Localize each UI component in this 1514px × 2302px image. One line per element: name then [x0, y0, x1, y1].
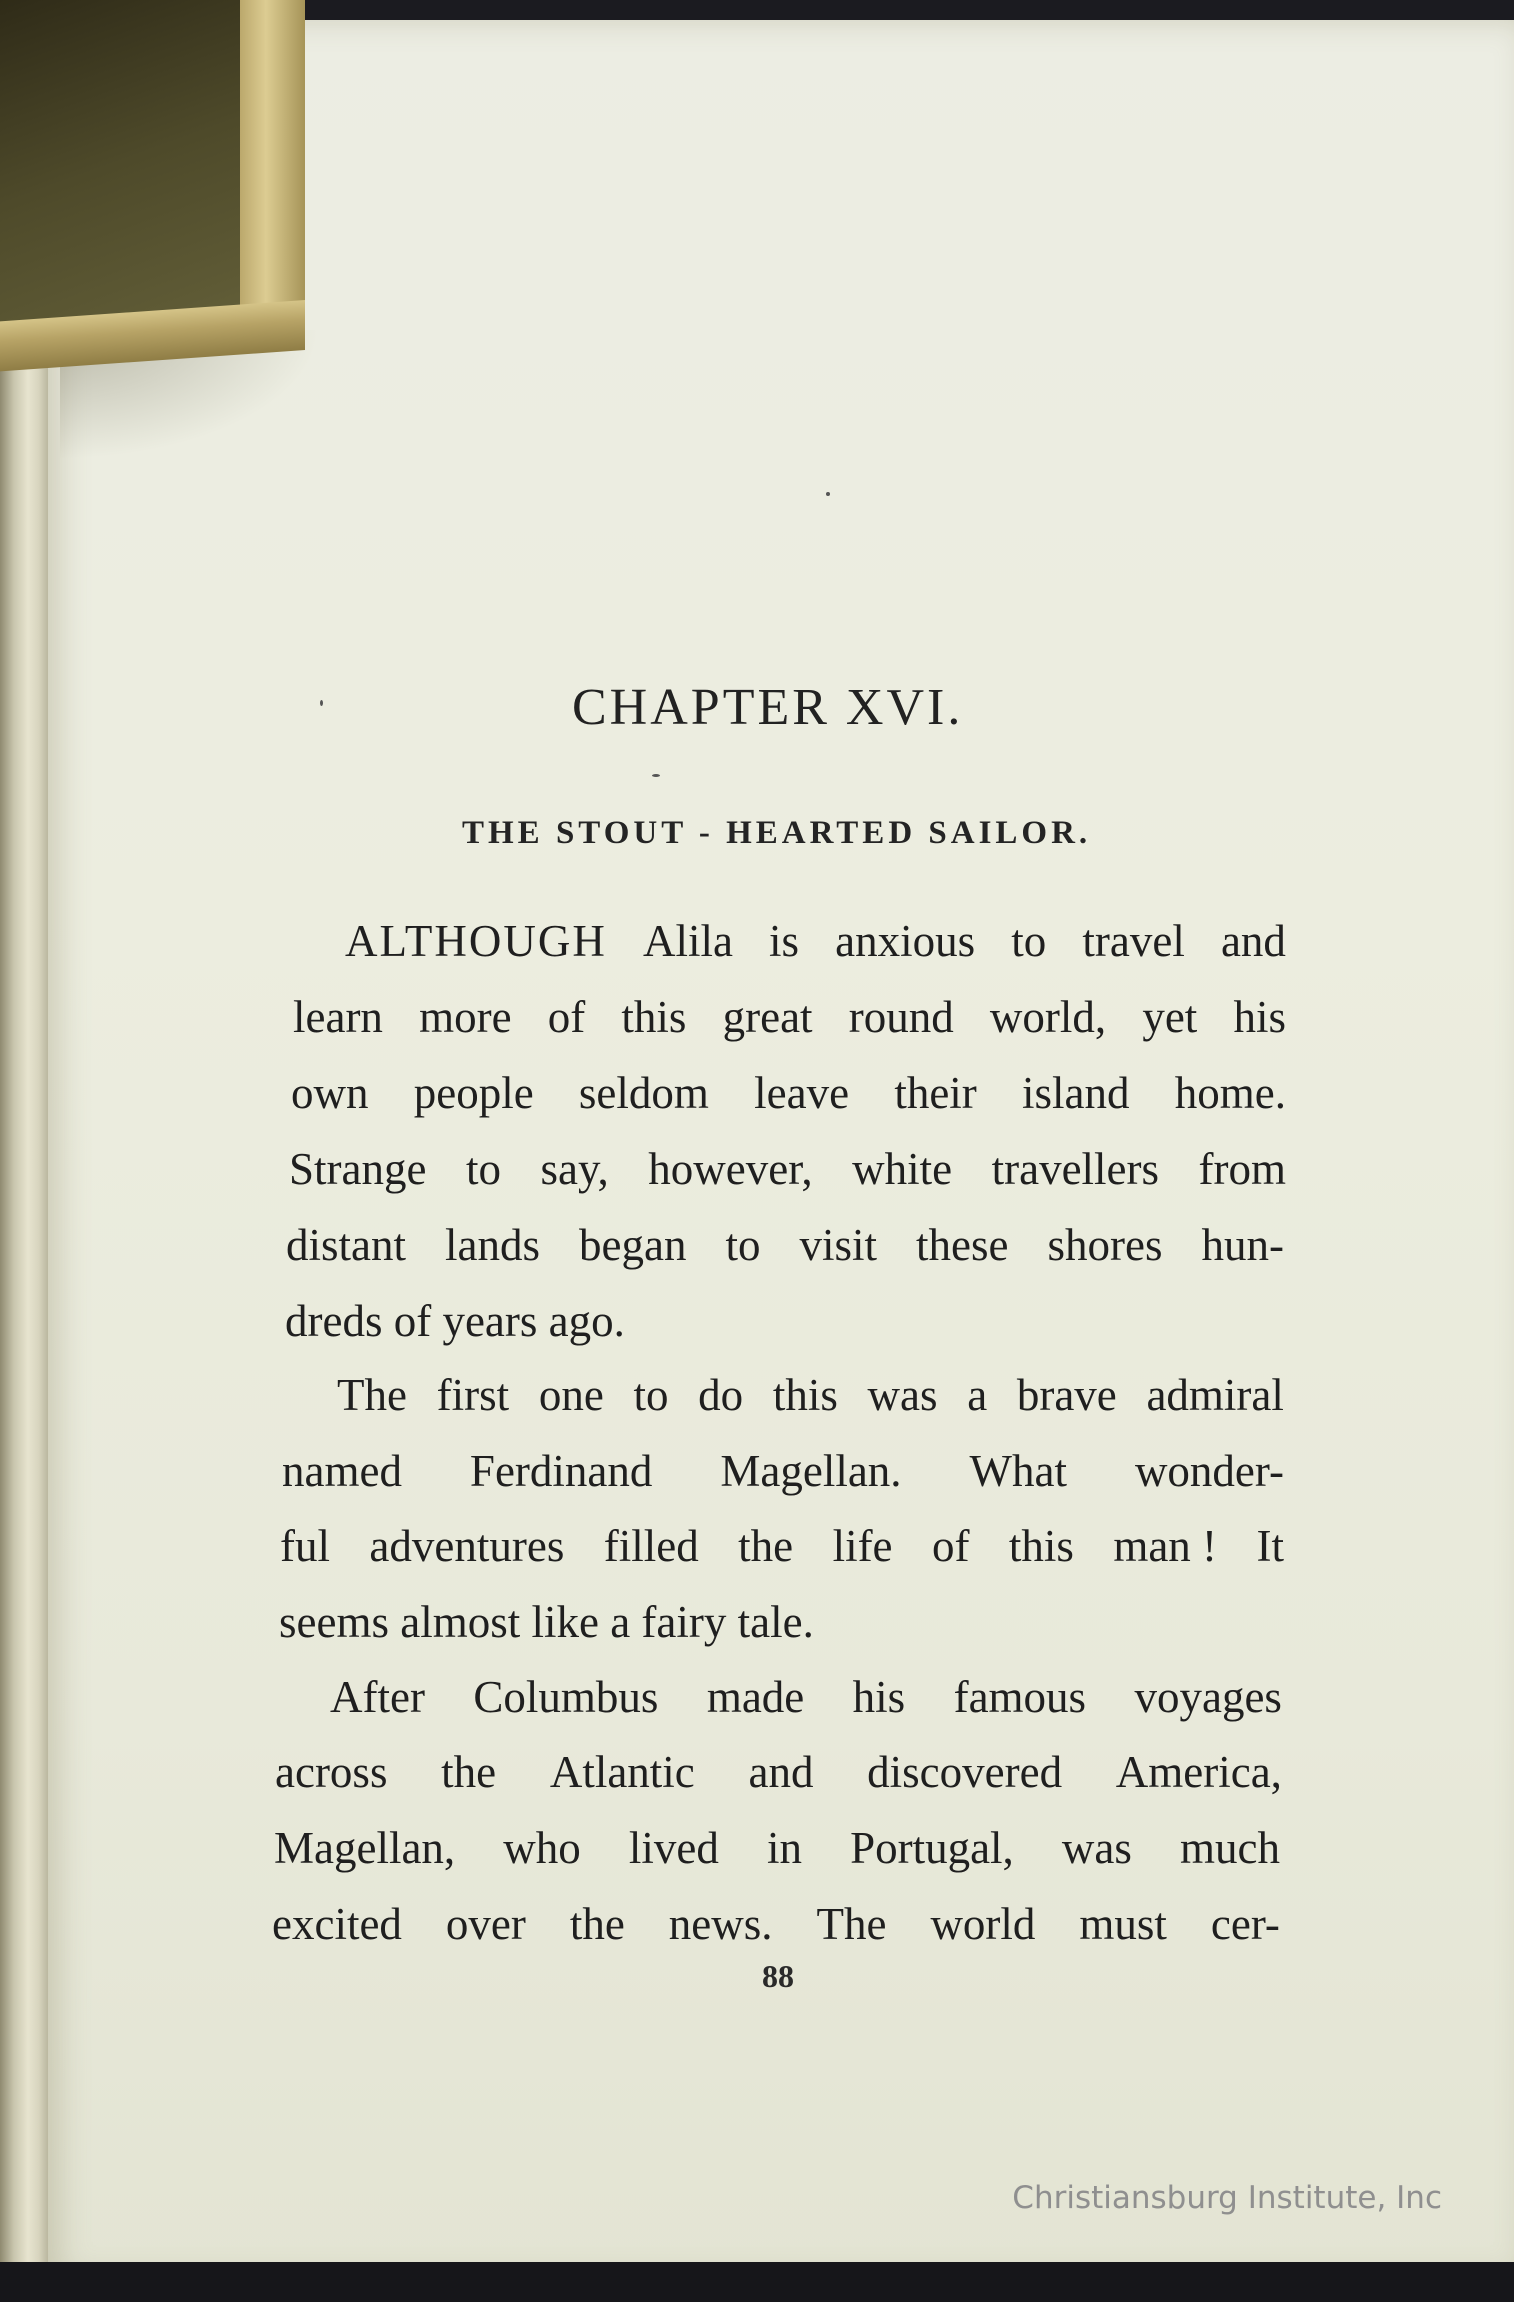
page-number: 88: [762, 1958, 794, 1994]
word: his: [1233, 992, 1286, 1042]
word: news.: [668, 1899, 773, 1949]
word: more: [419, 992, 512, 1042]
word: their: [894, 1068, 977, 1118]
word: first: [436, 1370, 510, 1420]
word: learn: [293, 992, 383, 1042]
word: this: [1008, 1521, 1074, 1571]
word: was: [867, 1370, 938, 1420]
word: The: [816, 1899, 887, 1949]
word: of: [547, 992, 586, 1042]
word: After: [330, 1672, 425, 1722]
word: The: [337, 1370, 407, 1420]
word: admiral: [1146, 1370, 1284, 1420]
word: Strange: [289, 1144, 427, 1194]
word: America,: [1115, 1747, 1282, 1797]
text-line: [330, 1671, 1282, 1723]
word: Magellan,: [274, 1823, 456, 1873]
word: great: [722, 992, 813, 1042]
text-line: [274, 1822, 1280, 1874]
word: man !: [1113, 1521, 1218, 1571]
word: travel: [1082, 916, 1185, 966]
word: the: [738, 1521, 794, 1571]
word: filled: [603, 1521, 699, 1571]
word: this: [772, 1370, 838, 1420]
word: ful: [280, 1521, 330, 1571]
word: own: [291, 1068, 369, 1118]
text-line: [345, 915, 1286, 967]
word: in: [766, 1823, 802, 1873]
word: say,: [540, 1144, 609, 1194]
folded-leaf-gilt-edge-vertical: [240, 0, 305, 320]
backdrop: [0, 2262, 1514, 2302]
word: wonder-: [1134, 1446, 1284, 1496]
chapter-subtitle: THE STOUT - HEARTED SAILOR.: [462, 815, 1092, 851]
word: these: [916, 1220, 1009, 1270]
word: of: [931, 1521, 970, 1571]
word: discovered: [867, 1747, 1063, 1797]
word: and: [748, 1747, 814, 1797]
word: much: [1179, 1823, 1280, 1873]
word: Ferdinand: [469, 1446, 653, 1496]
word: cer-: [1210, 1899, 1280, 1949]
word: Alila: [642, 916, 733, 966]
paper-speck: [320, 700, 323, 706]
word: leave: [754, 1068, 850, 1118]
paper-speck: [826, 492, 830, 496]
word: made: [706, 1672, 805, 1722]
word: Atlantic: [549, 1747, 695, 1797]
chapter-title: CHAPTER XVI.: [572, 679, 964, 736]
text-line: [275, 1746, 1282, 1798]
text-line: [282, 1445, 1284, 1497]
word: across: [275, 1747, 388, 1797]
word: do: [698, 1370, 744, 1420]
text-line: [280, 1520, 1284, 1572]
word: life: [832, 1521, 893, 1571]
word: It: [1256, 1521, 1284, 1571]
word: from: [1198, 1144, 1286, 1194]
text-line: [279, 1596, 814, 1648]
word: however,: [648, 1144, 813, 1194]
word: lands: [445, 1220, 540, 1270]
watermark: Christiansburg Institute, Inc: [1012, 2180, 1442, 2216]
word: famous: [953, 1672, 1087, 1722]
word: home.: [1174, 1068, 1286, 1118]
word: to: [465, 1144, 501, 1194]
word: began: [579, 1220, 687, 1270]
word: hun-: [1201, 1220, 1284, 1270]
word: the: [441, 1747, 497, 1797]
text-line: [337, 1369, 1284, 1421]
word: Columbus: [473, 1672, 659, 1722]
word: must: [1079, 1899, 1167, 1949]
word: anxious: [835, 916, 976, 966]
word: his: [852, 1672, 906, 1722]
word: this: [621, 992, 687, 1042]
word: is: [769, 916, 800, 966]
word: to: [1011, 916, 1047, 966]
word: lived: [628, 1823, 719, 1873]
word: over: [445, 1899, 526, 1949]
word: adventures: [369, 1521, 565, 1571]
word: voyages: [1134, 1672, 1282, 1722]
word: yet: [1142, 992, 1198, 1042]
paper-speck: [652, 774, 660, 777]
word: brave: [1016, 1370, 1117, 1420]
word: Portugal,: [850, 1823, 1014, 1873]
text-line: [293, 991, 1286, 1043]
word: named: [282, 1446, 402, 1496]
word: seldom: [578, 1068, 709, 1118]
word: Magellan.: [720, 1446, 902, 1496]
word: white: [852, 1144, 953, 1194]
word: the: [569, 1899, 625, 1949]
word: world: [930, 1899, 1036, 1949]
word: who: [503, 1823, 581, 1873]
word: travellers: [991, 1144, 1160, 1194]
word: excited: [272, 1899, 402, 1949]
word: visit: [799, 1220, 877, 1270]
drop-word-smallcaps: ALTHOUGH: [345, 916, 607, 966]
word: distant: [286, 1220, 406, 1270]
word: world,: [989, 992, 1107, 1042]
word: round: [848, 992, 954, 1042]
word: to: [725, 1220, 761, 1270]
text-line: [272, 1898, 1280, 1950]
text-line: [289, 1143, 1286, 1195]
word: What: [969, 1446, 1067, 1496]
word: shores: [1047, 1220, 1163, 1270]
word: seems almost like a fairy tale.: [279, 1597, 814, 1647]
word: island: [1022, 1068, 1130, 1118]
text-line: [291, 1067, 1286, 1119]
word: was: [1061, 1823, 1132, 1873]
word: people: [413, 1068, 534, 1118]
word: dreds of years ago.: [285, 1296, 625, 1346]
text-line: [285, 1295, 625, 1347]
word: to: [633, 1370, 669, 1420]
word: a: [967, 1370, 988, 1420]
text-line: [286, 1219, 1284, 1271]
word: one: [538, 1370, 604, 1420]
word: and: [1220, 916, 1286, 966]
